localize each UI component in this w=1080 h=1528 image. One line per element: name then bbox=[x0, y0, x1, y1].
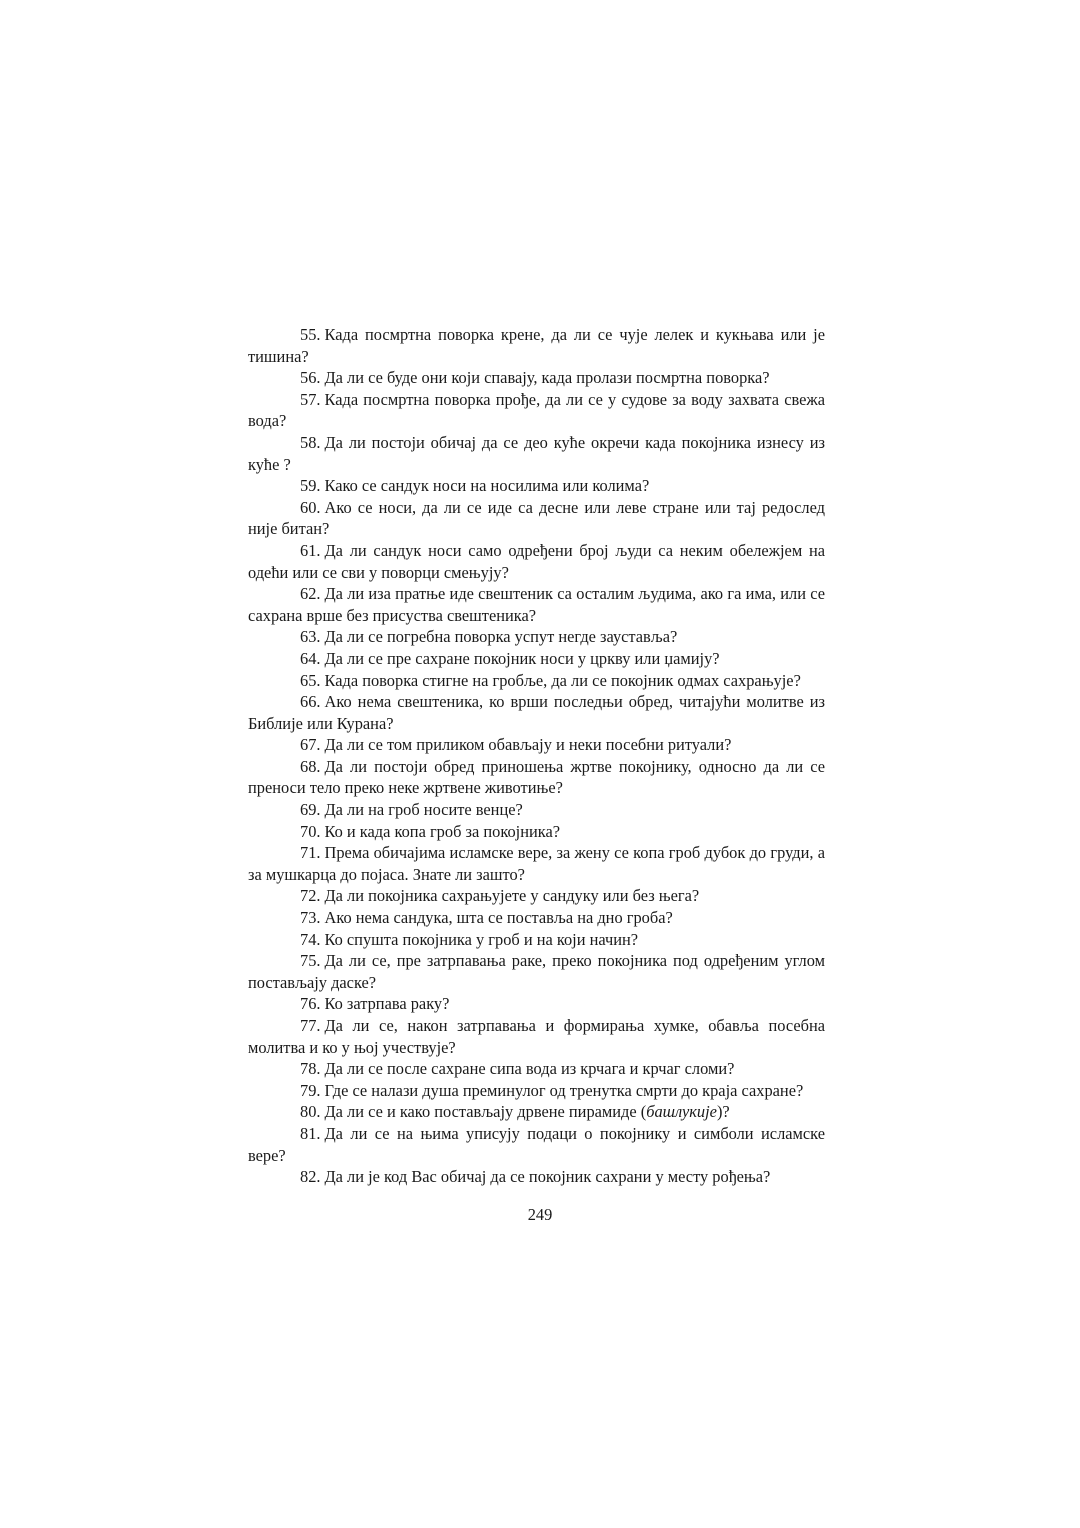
question-number: 64. bbox=[300, 648, 321, 668]
question-text: Када поворка стигне на гробље, да ли се покојник одмах сахрањује? bbox=[324, 670, 801, 690]
question-number: 55. bbox=[300, 325, 321, 344]
question-text: Ко и када копа гроб за покојника? bbox=[324, 821, 561, 841]
question-item bbox=[248, 1123, 825, 1166]
question-item bbox=[248, 324, 825, 367]
question-text: Да ли је код Вас обичај да се покојник сахрани у месту рођења? bbox=[324, 1167, 771, 1187]
question-text: Да ли се на њима уписују подаци о покојнику и симболи исламске вере? bbox=[248, 1123, 825, 1165]
question-number: 72. bbox=[300, 886, 321, 906]
question-item bbox=[248, 1166, 825, 1188]
question-text: Када посмртна поворка крене, да ли се чује лелек и кукњава или је тишина? bbox=[248, 325, 825, 366]
question-text: Да ли се после сахране сипа вода из крчага и крчаг сломи? bbox=[324, 1059, 735, 1079]
question-number: 65. bbox=[300, 670, 321, 690]
question-text: Да ли иза пратње иде свештеник са осталим људима, ако га има, или се сахрана врше без присуства свештеника? bbox=[248, 584, 825, 625]
question-item bbox=[248, 950, 825, 993]
question-number: 80. bbox=[300, 1102, 321, 1122]
question-number: 56. bbox=[300, 368, 321, 388]
question-text: Да ли се пре сахране покојник носи у цркву или џамију? bbox=[324, 648, 720, 668]
question-number: 74. bbox=[300, 929, 321, 949]
question-text: Да ли се, пре затрпавања раке, преко покојника под одређеним углом постављају даске? bbox=[248, 951, 825, 992]
question-item bbox=[248, 389, 825, 432]
question-text: Да ли се буде они који спавају, када пролази посмртна поворка? bbox=[324, 368, 770, 388]
question-number: 62. bbox=[300, 584, 321, 604]
question-number: 76. bbox=[300, 994, 321, 1014]
question-text: Када посмртна поворка прође, да ли се у судове за воду захвата свежа вода? bbox=[248, 389, 825, 431]
question-number: 69. bbox=[300, 800, 321, 820]
question-item bbox=[248, 799, 825, 821]
question-number: 61. bbox=[300, 540, 321, 560]
question-text: Да ли се том приликом обављају и неки посебни ритуали? bbox=[324, 735, 732, 755]
question-number: 66. bbox=[300, 692, 321, 712]
question-number: 70. bbox=[300, 821, 321, 841]
question-item bbox=[248, 1101, 825, 1123]
question-text: Ако се носи, да ли се иде са десне или леве стране или тај редослед није битан? bbox=[248, 497, 825, 539]
question-text: Да ли постоји обред приношења жртве покојнику, односно да ли се преноси тело преко неке жртвене животиње? bbox=[248, 756, 825, 798]
question-text: Ако нема сандука, шта се поставља на дно гроба? bbox=[324, 908, 673, 928]
question-item bbox=[248, 497, 825, 540]
question-number: 79. bbox=[300, 1080, 321, 1100]
question-text: Ко спушта покојника у гроб и на који начин? bbox=[324, 929, 639, 949]
question-number: 82. bbox=[300, 1167, 321, 1187]
question-text: Да ли покојника сахрањујете у сандуку или без њега? bbox=[324, 886, 700, 906]
question-number: 57. bbox=[300, 389, 321, 409]
page-number: 249 bbox=[527, 1205, 553, 1224]
question-text: Ко затрпава раку? bbox=[324, 994, 450, 1014]
question-item bbox=[248, 907, 825, 929]
question-number: 67. bbox=[300, 735, 321, 755]
question-text: Где се налази душа преминулог од тренутка смрти до краја сахране? bbox=[324, 1080, 804, 1100]
question-number: 73. bbox=[300, 908, 321, 928]
question-item bbox=[248, 756, 825, 799]
question-item bbox=[248, 626, 825, 648]
question-text: Да ли се и како постављају дрвене пирамиде ( bbox=[324, 1102, 647, 1122]
question-text: Како се сандук носи на носилима или колима? bbox=[324, 476, 650, 496]
question-item bbox=[248, 691, 825, 734]
question-item bbox=[248, 583, 825, 626]
question-text: Да ли се погребна поворка успут негде зауставља? bbox=[324, 627, 678, 647]
question-italic-term: башлукије bbox=[646, 1102, 717, 1122]
question-text-end: )? bbox=[716, 1102, 730, 1122]
question-item bbox=[248, 540, 825, 583]
question-item bbox=[248, 885, 825, 907]
question-number: 60. bbox=[300, 497, 321, 517]
question-text: Да ли сандук носи само одређени број људи са неким обележјем на одећи или се сви у поворци смењују? bbox=[248, 540, 825, 582]
question-item bbox=[248, 1058, 825, 1080]
question-text: Ако нема свештеника, ко врши последњи обред, читајући молитве из Библије или Курана? bbox=[248, 692, 825, 733]
question-item bbox=[248, 475, 825, 497]
question-text: Према обичајима исламске вере, за жену се копа гроб дубок до груди, а за мушкарца до појаса. Знате ли зашто? bbox=[248, 843, 825, 884]
question-item bbox=[248, 1080, 825, 1102]
question-item bbox=[248, 367, 825, 389]
question-item bbox=[248, 734, 825, 756]
question-item bbox=[248, 993, 825, 1015]
question-item bbox=[248, 929, 825, 951]
question-item bbox=[248, 821, 825, 843]
question-item bbox=[248, 1015, 825, 1058]
question-number: 75. bbox=[300, 951, 321, 971]
questionnaire-text bbox=[248, 324, 825, 1188]
question-text: Да ли се, након затрпавања и формирања хумке, обавља посебна молитва и ко у њој учествује? bbox=[248, 1016, 825, 1057]
question-number: 71. bbox=[300, 843, 321, 863]
question-number: 77. bbox=[300, 1016, 321, 1035]
question-number: 58. bbox=[300, 432, 321, 452]
question-number: 59. bbox=[300, 476, 321, 496]
question-item bbox=[248, 432, 825, 475]
question-number: 63. bbox=[300, 627, 321, 647]
question-item bbox=[248, 648, 825, 670]
question-number: 68. bbox=[300, 756, 321, 776]
question-number: 78. bbox=[300, 1059, 321, 1079]
question-item bbox=[248, 842, 825, 885]
question-text: Да ли постоји обичај да се део куће окречи када покојника изнесу из куће ? bbox=[248, 432, 825, 474]
question-number: 81. bbox=[300, 1123, 321, 1143]
question-item bbox=[248, 670, 825, 692]
question-text: Да ли на гроб носите венце? bbox=[324, 800, 523, 820]
